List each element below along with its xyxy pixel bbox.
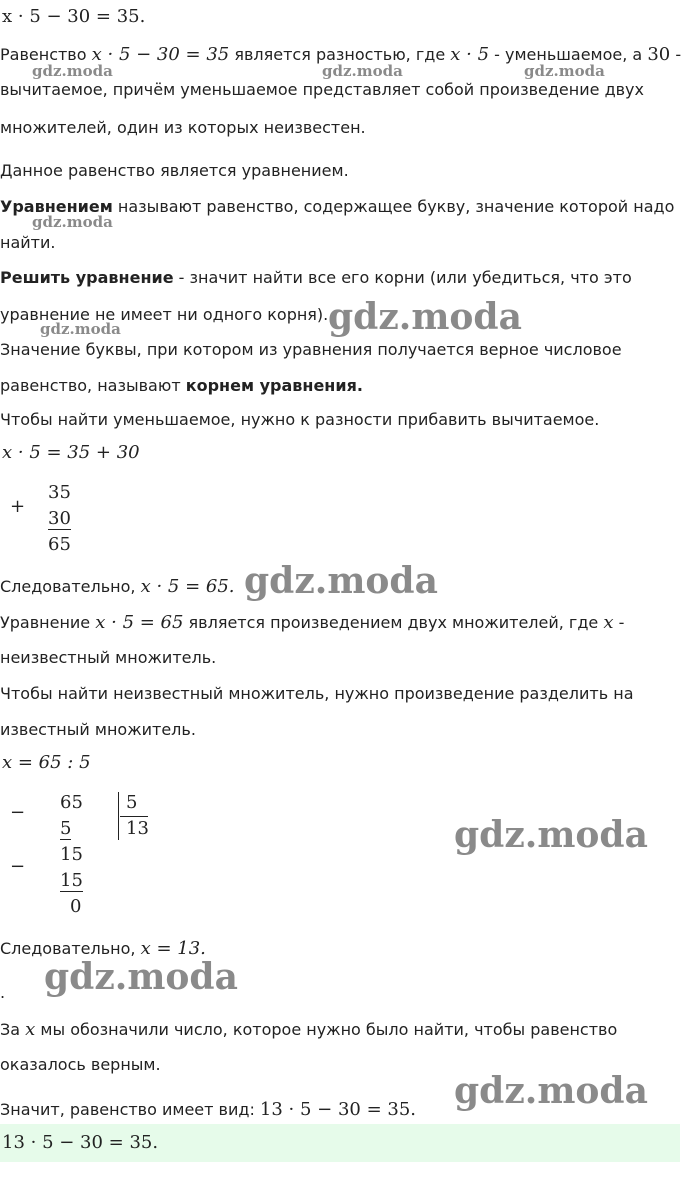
- addition-operand-b: 30: [48, 508, 71, 529]
- addition-result: 65: [48, 534, 71, 555]
- division-minus-2: −: [10, 856, 26, 877]
- equation-step3: x = 65 : 5: [2, 752, 91, 773]
- division-bar-horizontal: [120, 816, 148, 817]
- paragraph-meaning-x-line1: За x мы обозначили число, которое нужно было найти, чтобы равенство: [0, 1019, 618, 1040]
- addition-operand-a: 35: [48, 482, 71, 503]
- watermark: gdz.moda: [40, 320, 121, 338]
- watermark: gdz.moda: [524, 62, 605, 80]
- division-quotient: 13: [126, 818, 149, 839]
- watermark: gdz.moda: [454, 814, 648, 856]
- paragraph-difference-line2: вычитаемое, причём уменьшаемое представляет собой произведение двух: [0, 80, 644, 99]
- watermark: gdz.moda: [32, 62, 113, 80]
- watermark: gdz.moda: [328, 296, 522, 338]
- division-minus-1: −: [10, 802, 26, 823]
- paragraph-difference-line3: множителей, один из которых неизвестен.: [0, 118, 366, 137]
- answer-text: 13 · 5 − 30 = 35.: [2, 1132, 159, 1153]
- watermark: gdz.moda: [244, 560, 438, 602]
- rule-minuend: Чтобы найти уменьшаемое, нужно к разности прибавить вычитаемое.: [0, 410, 600, 429]
- watermark: gdz.moda: [454, 1070, 648, 1112]
- division-subtrahend-2: 15: [60, 870, 83, 891]
- division-divisor: 5: [126, 792, 138, 813]
- watermark: gdz.moda: [44, 956, 238, 998]
- definition-equation: Уравнением называют равенство, содержащее букву, значение которой надо: [0, 197, 675, 216]
- division-remainder-final: 0: [70, 896, 82, 917]
- conclusion-step3: Следовательно, x = 13.: [0, 938, 206, 959]
- addition-sign: +: [10, 496, 26, 517]
- paragraph-product-line2: неизвестный множитель.: [0, 648, 217, 667]
- answer-box: [0, 1124, 680, 1162]
- conclusion-step2: Следовательно, x · 5 = 65.: [0, 576, 235, 597]
- definition-root-line2: равенство, называют корнем уравнения.: [0, 376, 363, 395]
- paragraph-meaning-x-line2: оказалось верным.: [0, 1055, 161, 1074]
- definition-equation-line2: найти.: [0, 233, 56, 252]
- division-remainder-1: 15: [60, 844, 83, 865]
- equation-initial: x · 5 − 30 = 35.: [2, 6, 146, 27]
- division-dividend: 65: [60, 792, 83, 813]
- paragraph-difference-line1: Равенство x · 5 − 30 = 35 является разностью, где x · 5 - уменьшаемое, а 30 -: [0, 44, 681, 65]
- definition-solve-line2: уравнение не имеет ни одного корня).: [0, 305, 329, 324]
- stray-dot: .: [0, 983, 6, 1002]
- definition-solve: Решить уравнение - значит найти все его корни (или убедиться, что это: [0, 268, 632, 287]
- watermark: gdz.moda: [32, 213, 113, 231]
- final-equation-line: Значит, равенство имеет вид: 13 · 5 − 30 = 35.: [0, 1099, 417, 1120]
- paragraph-product-line1: Уравнение x · 5 = 65 является произведением двух множителей, где x -: [0, 612, 625, 633]
- division-subtrahend-1: 5: [60, 818, 72, 839]
- definition-root-line1: Значение буквы, при котором из уравнения получается верное числовое: [0, 340, 622, 359]
- watermark: gdz.moda: [322, 62, 403, 80]
- equation-step2: x · 5 = 35 + 30: [2, 442, 140, 463]
- paragraph-equation-statement: Данное равенство является уравнением.: [0, 161, 349, 180]
- division-bar-vertical: [118, 792, 119, 840]
- rule-factor-line2: известный множитель.: [0, 720, 196, 739]
- rule-factor-line1: Чтобы найти неизвестный множитель, нужно произведение разделить на: [0, 684, 634, 703]
